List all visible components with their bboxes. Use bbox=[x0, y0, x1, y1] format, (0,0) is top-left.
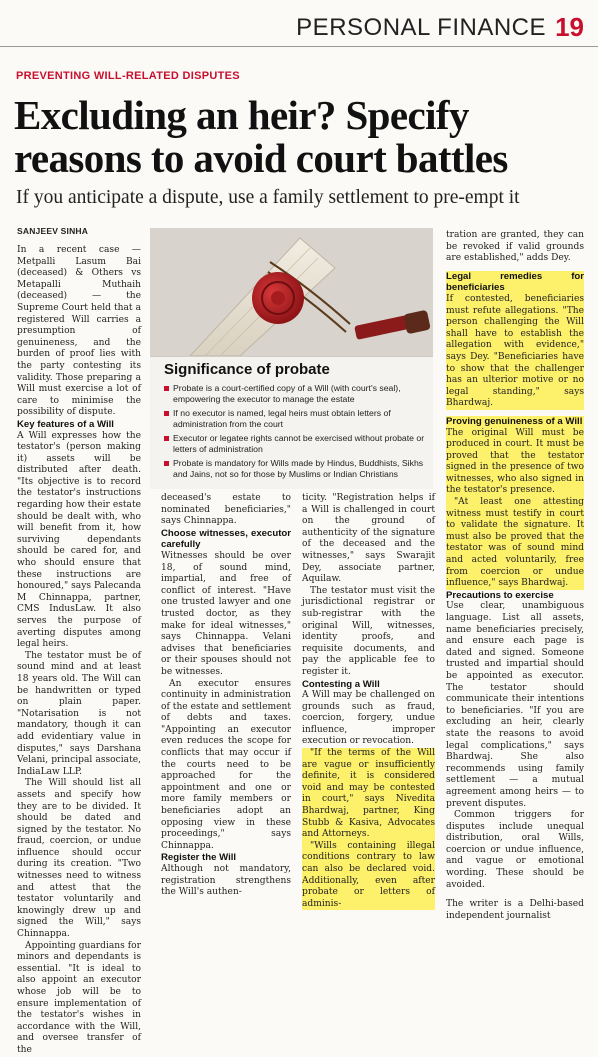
subhead-contesting: Contesting a Will bbox=[302, 678, 380, 690]
highlighted-section-genuineness bbox=[446, 416, 584, 590]
will-scroll-photo bbox=[150, 228, 433, 356]
column-1 bbox=[17, 245, 141, 1057]
paragraph: Appointing guardians for minors and dependants is essential. "It is ideal to also appoint an executor whose job will be to ensure implementation of the testator's wishes in accordance with the Will, and oversee transfer of the bbox=[17, 940, 141, 1055]
list-item: Probate is mandatory for Wills made by Hindus, Buddhists, Sikhs and Jains, not so for those by Muslims or Indian Christians bbox=[164, 458, 426, 479]
header-rule bbox=[0, 46, 598, 47]
paragraph: The testator must be of sound mind and at least 18 years old. The Will can be handwritten or typed on plain paper. "Notarisation is not mandatory, though it can add evidentiary value in disputes," says Darshana Velani, principal associate, IndiaLaw LLP. bbox=[17, 650, 141, 777]
subhead-precautions: Precautions to exercise bbox=[446, 589, 554, 601]
author-note: The writer is a Delhi-based independent journalist bbox=[446, 899, 584, 921]
section-name: PERSONAL FINANCE bbox=[296, 14, 546, 41]
paragraph: The Will should list all assets and specify how they are to be divided. It should be dated and signed by the testator. No fraud, coercion, or undue influence should occur during its creation. "Two witnesses need to witness and attest that the testator voluntarily and knowingly drew up and signed the Will," says Chinnappa. bbox=[17, 778, 141, 940]
probate-list bbox=[164, 383, 426, 483]
paragraph: Common triggers for disputes include unequal distribution, oral Wills, coercion or undue influence, and vague or emotional wording. These should be avoided. bbox=[446, 810, 584, 890]
headline bbox=[14, 94, 589, 180]
page-header bbox=[0, 0, 598, 52]
paragraph: The original Will must be produced in court. It must be proved that the testator signed in the presence of two witnesses, who also signed in the testator's presence. bbox=[446, 427, 584, 496]
byline: SANJEEV SINHA bbox=[17, 226, 89, 236]
probate-sidebar bbox=[150, 356, 433, 489]
highlighted-quote: "If the terms of the Will are vague or insufficiently definite, it is considered void and may be contested in court," says Nivedita Bhardwaj, partner, King Stubb & Kasiva, Advocates and Attorneys. bbox=[302, 748, 435, 840]
paragraph: deceased's estate to nominated beneficiaries," says Chinnappa. bbox=[161, 493, 291, 527]
paragraph: The testator must visit the jurisdictional registrar or sub-registrar with the original Will, witnesses, identity proofs, and requisite documents, and pay the applicable fee to register it. bbox=[302, 585, 435, 677]
headline-line-2: reasons to avoid court battles bbox=[14, 135, 508, 181]
paragraph: A Will may be challenged on grounds such as fraud, coercion, forgery, undue influence, improper execution or revocation. bbox=[302, 690, 435, 747]
deck: If you anticipate a dispute, use a family settlement to pre-empt it bbox=[16, 187, 520, 208]
paragraph: ticity. "Registration helps if a Will is challenged in court on the ground of authenticity of the signature of the deceased and the witnesses," says Swarajit Dey, associate partner, Aquilaw. bbox=[302, 493, 435, 585]
headline-line-1: Excluding an heir? Specify bbox=[14, 92, 469, 138]
subhead-remedies: Legal remedies for beneficiaries bbox=[446, 270, 584, 294]
list-item: Probate is a court-certified copy of a Will (with court's seal), empowering the executor to manage the estate bbox=[164, 383, 426, 404]
column-3 bbox=[302, 493, 435, 910]
kicker: PREVENTING WILL-RELATED DISPUTES bbox=[16, 70, 240, 82]
paragraph: Witnesses should be over 18, of sound mind, impartial, and free of conflict of interest. "Have one trusted lawyer and one trusted doctor, as they make for ideal witnesses," says Chinnappa. Velani advises that beneficiaries or their spouses should not be witnesses. bbox=[161, 550, 291, 677]
scroll-seal-illustration bbox=[150, 228, 433, 356]
page-number: 19 bbox=[555, 12, 584, 42]
column-2 bbox=[161, 493, 291, 899]
subhead-witnesses: Choose witnesses, executor carefully bbox=[161, 527, 291, 551]
paragraph: Although not mandatory, registration strengthens the Will's authen- bbox=[161, 864, 291, 898]
subhead-key-features: Key features of a Will bbox=[17, 418, 114, 430]
paragraph: tration are granted, they can be revoked if valid grounds are established," adds Dey. bbox=[446, 230, 584, 264]
paragraph: Use clear, unambiguous language. List all assets, name beneficiaries precisely, and ensure each page is dated and signed. Someone trusted and impartial should be appointed as executor. The testator should communicate their intentions to beneficiaries. "If you are excluding an heir, clearly state the reasons to avoid legal complications," says Bhardwaj. She also recommends using family settlement — a mutual agreement among heirs — to prevent disputes. bbox=[446, 601, 584, 809]
paragraph: If contested, beneficiaries must refute allegations. "The person challenging the Will shall have to establish the allegation with evidence," says Dey. "Beneficiaries have to show that the challenger has an ulterior motive or no legal standing," says Bhardwaj. bbox=[446, 293, 584, 409]
paragraph: "At least one attesting witness must testify in court to validate the signature. It must also be proved that the testator was of sound mind and acted voluntarily, free from coercion or undue influence," says Bhardwaj. bbox=[446, 497, 584, 589]
paragraph: An executor ensures continuity in administration of the estate and settlement of debts and taxes. "Appointing an executor even reduces the scope for conflicts that may occur if the courts need to be approached for the appointment and one or more family members or beneficiaries adopt an opposing view in these proceedings," says Chinnappa. bbox=[161, 678, 291, 851]
probate-title: Significance of probate bbox=[164, 361, 330, 378]
highlighted-section-remedies bbox=[446, 271, 584, 410]
paragraph: A Will expresses how the testator's (person making it) assets will be distributed after death. "Its objective is to record the testator's instructions regarding how their estate should be dealt with, who will benefit from it, how surviving dependants should be cared for, and who should ensure that these instructions are honoured," says Palecanda M Chinnappa, partner, CMS IndusLaw. It also serves the purpose of averting disputes among legal heirs. bbox=[17, 430, 141, 650]
subhead-register: Register the Will bbox=[161, 852, 237, 864]
list-item: If no executor is named, legal heirs must obtain letters of administration from the court bbox=[164, 408, 426, 429]
subhead-genuineness: Proving genuineness of a Will bbox=[446, 415, 583, 427]
lead-paragraph: In a recent case — Metpalli Lasum Bai (deceased) & Others vs Metapalli Muthaih (deceased) — the Supreme Court held that a registered Will carries a presumption of genuineness, and the burden of proof lies with the party contesting its validity. Those preparing a Will must exercise a lot of care to minimise the possibility of dispute. bbox=[17, 245, 141, 418]
highlighted-paragraph: "Wills containing illegal conditions contrary to law can also be declared void. Additionally, even after probate or letters of adminis- bbox=[302, 840, 435, 909]
list-item: Executor or legatee rights cannot be exercised without probate or letters of administration bbox=[164, 433, 426, 454]
column-4 bbox=[446, 230, 584, 922]
